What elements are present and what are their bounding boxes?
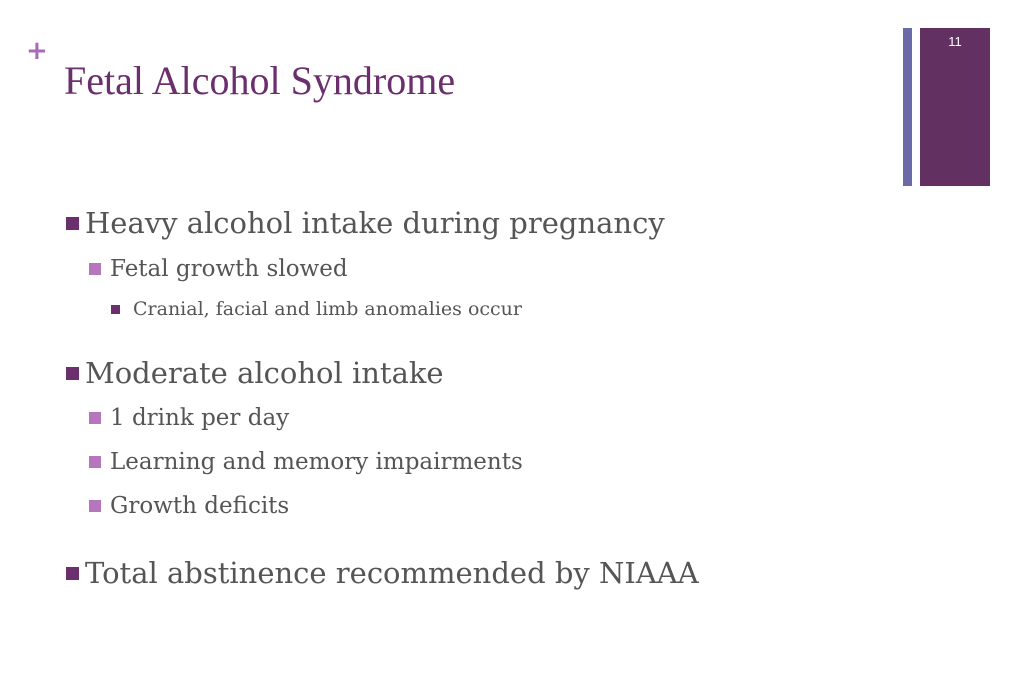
bullet-text: Moderate alcohol intake [85,356,444,390]
bullet-anomalies [111,298,522,320]
slide-number: 11 [948,34,962,49]
square-bullet-icon [66,567,79,580]
slide-title: Fetal Alcohol Syndrome [64,58,456,103]
bullet-one-drink [89,405,289,431]
bullet-total-abstinence [66,556,699,590]
bullet-learning-memory [89,449,523,475]
square-bullet-icon [111,305,120,314]
bullet-text: Heavy alcohol intake during pregnancy [85,206,665,240]
square-bullet-icon [89,456,101,468]
accent-bar-thin [903,28,912,186]
square-bullet-icon [66,367,79,380]
square-bullet-icon [89,500,101,512]
bullet-text: Growth deficits [110,493,290,519]
square-bullet-icon [89,412,101,424]
square-bullet-icon [66,217,79,230]
bullet-text: 1 drink per day [110,405,290,431]
bullet-growth-slowed [89,256,348,282]
bullet-text: Cranial, facial and limb anomalies occur [133,298,522,320]
bullet-text: Fetal growth slowed [110,256,348,282]
square-bullet-icon [89,263,101,275]
plus-icon: + [26,36,48,66]
accent-bar-wide [920,28,990,186]
bullet-heavy-intake [66,206,665,240]
bullet-growth-deficits [89,493,289,519]
bullet-moderate-intake [66,356,444,390]
bullet-text: Total abstinence recommended by NIAAA [85,556,699,590]
bullet-text: Learning and memory impairments [110,449,523,475]
